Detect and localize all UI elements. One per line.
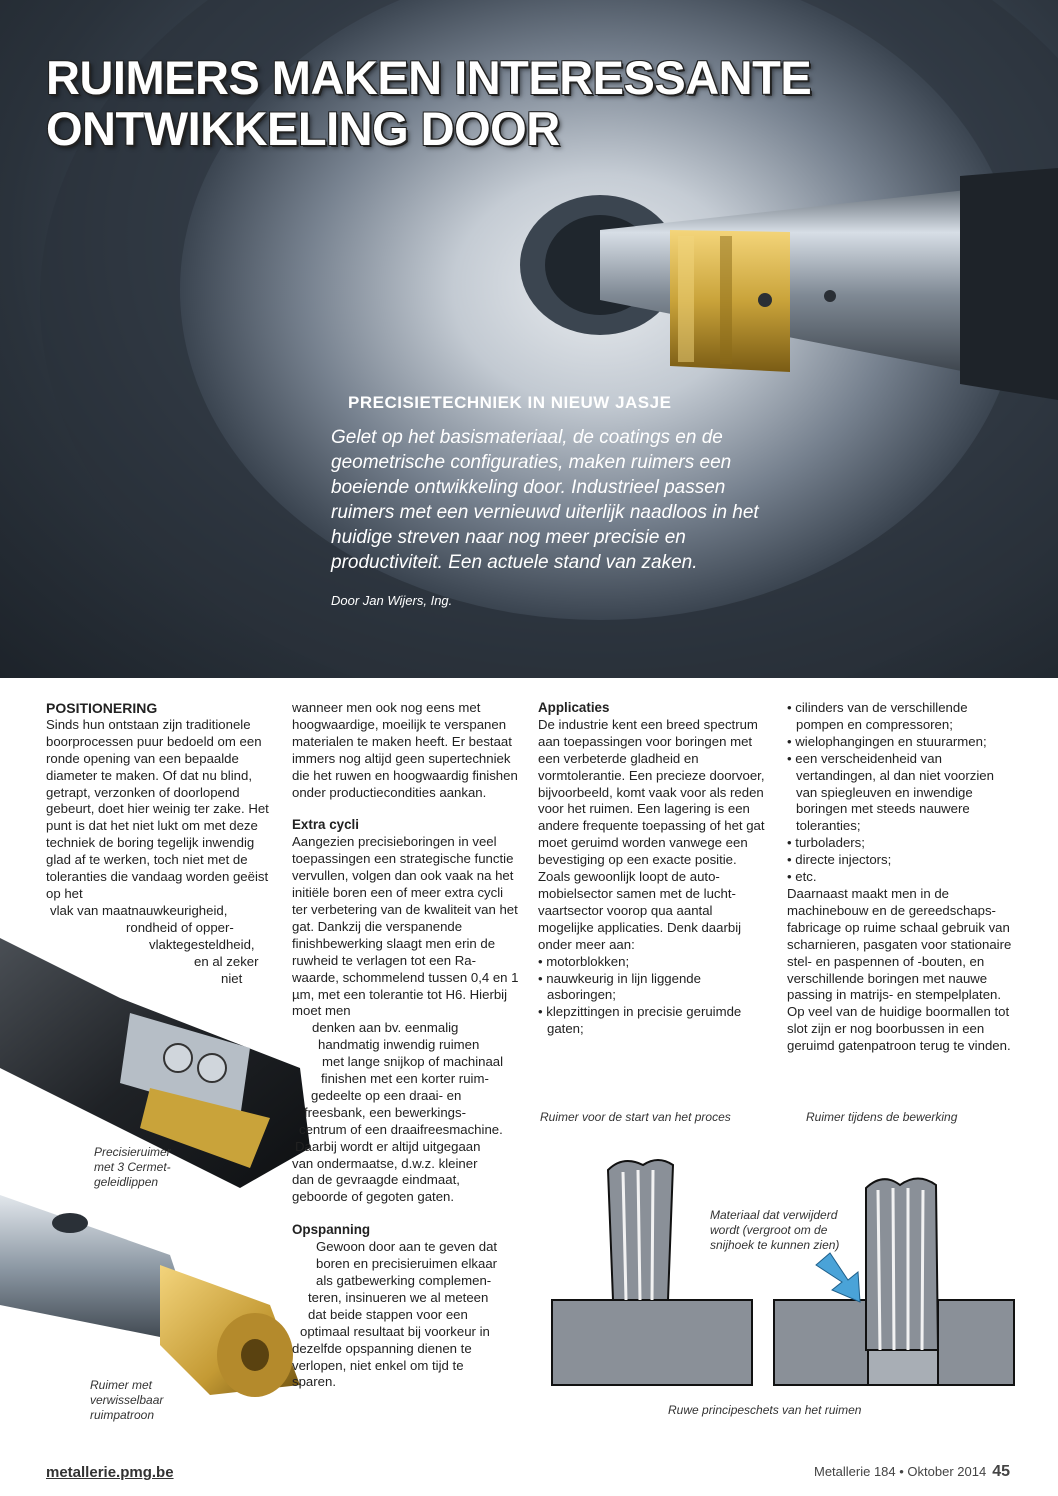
reaming-diagram <box>548 1150 1018 1400</box>
paragraph-machinebouw: Daarnaast maakt men in de machinebouw en de gereedschaps-fabricage op ruime schaal gebruik van scharnieren, pasgaten voor stationaire stel- en paspennen of -bouten, en verschillende boringen met nauwe passing in matrijs- en stempelplaten. Op veel van de huidige boormallen tot slot zijn er nog boorbussen in een geruimd gatenpatroon terug te vinden. <box>787 885 1012 1054</box>
wrap-line: Daarbij wordt er altijd uitgegaan <box>295 1138 481 1154</box>
article-intro: Gelet op het basismateriaal, de coatings en de geometrische configuraties, maken ruimers een boeiende ontwikkeling door. Industrieel passen ruimers met een vernieuwd uiterlijk naadloos in het huidige streven naar nog meer precisie en productiviteit. Een actuele stand van zaken. <box>331 427 759 573</box>
wrap-line: finishen met een korter ruim- <box>321 1071 489 1087</box>
paragraph-applicaties-1: De industrie kent een breed spectrum aan toepassingen voor boringen met een verbeterde gladheid en vormtolerantie. Een precieze doorvoer, bijvoorbeeld, komt vaak voor als reden voor het ruimen. Een lagering is een andere frequente toepassing of het gat moet geruimd worden vanwege een bevestiging op een exacte positie. <box>538 716 765 868</box>
wrap-line: en al zeker <box>194 953 259 969</box>
wrap-line: rondheid of opper- <box>126 919 234 935</box>
wrap-line: van ondermaatse, d.w.z. kleiner <box>292 1155 478 1171</box>
wrap-line: niet <box>221 970 243 986</box>
wrap-line: sparen. <box>292 1374 336 1390</box>
paragraph-applicaties-2: Zoals gewoonlijk loopt de auto-mobielsector samen met de lucht-vaartsector voorop qua aantal mogelijke applicaties. Denk daarbij onder meer aan: <box>538 869 742 952</box>
wrap-line: optimaal resultaat bij voorkeur in <box>300 1323 490 1339</box>
title-line-2: ONTWIKKELING DOOR <box>46 102 560 155</box>
list-item: • een verscheidenheid van vertandingen, al dan niet voorzien van spiegleuven en inwendige boringen met steeds nauwere toleranties; <box>787 751 1017 836</box>
caption-reamer-gold: Ruimer met verwisselbaar ruimpatroon <box>90 1378 164 1422</box>
list-item: • klepzittingen in precisie geruimde gaten; <box>538 1004 768 1038</box>
wrap-line: geboorde of gegoten gaten. <box>292 1189 455 1205</box>
site-link[interactable]: metallerie.pmg.be <box>46 1464 174 1481</box>
list-item: • wielophangingen en stuurarmen; <box>787 734 1017 751</box>
diagram-annotation: Materiaal dat verwijderd wordt (vergroot om de snijhoek te kunnen zien) <box>710 1208 840 1252</box>
wrap-line: gedeelte op een draai- en <box>311 1087 462 1103</box>
page-number: 45 <box>992 1463 1010 1480</box>
wrap-line: met lange snijkop of machinaal <box>322 1054 504 1070</box>
list-item: • motorblokken; <box>538 954 768 971</box>
paragraph-continued: wanneer men ook nog eens met hoogwaardige, moeilijk te verspanen materialen te maken heeft. Er bestaat immers nog altijd geen supertechniek die het ruwen en hoogwaardig finishen onder productiecondities aankan. <box>292 700 518 800</box>
paragraph-positionering: Sinds hun ontstaan zijn traditionele boorprocessen puur bedoeld om een ronde opening van een bepaalde diameter te maken. Of dat nu blind, getrapt, verzonken of doorlopend gebeurt, doet hier weinig ter zake. Het punt is dat het niet lukt om met deze techniek de boring tegelijk inwendig glad af te werken, toch niet met de toleranties die vandaag worden geëist op het <box>46 716 269 901</box>
application-list <box>538 954 768 1039</box>
list-item: • directe injectors; <box>787 852 1017 869</box>
page-footer <box>814 1463 1010 1481</box>
heading-extra-cycli: Extra cycli <box>292 817 359 833</box>
wrap-line: vlak van maatnauwkeurigheid, <box>50 902 228 918</box>
list-item: • nauwkeurig in lijn liggende asboringen; <box>538 971 768 1005</box>
article-subhead: PRECISIETECHNIEK IN NIEUW JASJE <box>348 393 672 412</box>
wrap-line: Gewoon door aan te geven dat <box>316 1239 498 1255</box>
column-2 <box>292 700 522 1391</box>
application-list-continued <box>787 700 1017 886</box>
wrap-line: teren, insinueren we al meteen <box>308 1289 489 1305</box>
heading-positionering: POSITIONERING <box>46 700 158 716</box>
list-item: • cilinders van de verschillende pompen en compressoren; <box>787 700 1017 734</box>
wrap-line: handmatig inwendig ruimen <box>318 1037 480 1053</box>
wrap-line: dezelfde opspanning dienen te <box>292 1340 472 1356</box>
heading-applicaties: Applicaties <box>538 700 610 715</box>
wrap-line: centrum of een draaifreesmachine. <box>299 1121 503 1137</box>
wrap-line: dan de gevraagde eindmaat, <box>292 1172 460 1188</box>
column-1 <box>46 700 271 987</box>
article-title <box>46 52 811 154</box>
wrap-line: vlaktegesteldheid, <box>149 936 255 952</box>
heading-opspanning: Opspanning <box>292 1222 371 1238</box>
caption-reamer-cermet: Precisieruimer met 3 Cermet-geleidlippen <box>94 1145 171 1189</box>
wrap-line: verlopen, niet enkel om tijd te <box>292 1357 464 1373</box>
byline: Door Jan Wijers, Ing. <box>331 593 453 608</box>
wrap-line: als gatbewerking complemen- <box>316 1273 492 1288</box>
paragraph-extra-cycli: Aangezien precisieboringen in veel toepassingen een strategische functie vervullen, volgen dan ook vaak na het initiële boren een of meer extra cycli ter verbetering van de kwaliteit van het gat. Dankzij die verspanende finishbewerking slaagt men erin de ruwheid te verlagen tot een Ra-waarde, schommelend tussen 0,4 en 1 µm, met een tolerantie tot H6. Hierbij moet men <box>292 834 519 1019</box>
caption-diagram-right: Ruimer tijdens de bewerking <box>806 1110 958 1124</box>
column-3 <box>538 700 768 1038</box>
issue-label: Metallerie 184 • Oktober 2014 <box>813 1464 987 1479</box>
wrap-line: freesbank, een bewerkings- <box>304 1104 467 1120</box>
wrap-line: boren en precisieruimen elkaar <box>316 1256 498 1272</box>
wrap-line: denken aan bv. eenmalig <box>312 1020 459 1036</box>
caption-diagram-bottom: Ruwe principeschets van het ruimen <box>668 1403 862 1417</box>
caption-diagram-left: Ruimer voor de start van het proces <box>540 1110 731 1124</box>
workpiece-left <box>552 1300 752 1385</box>
title-line-1: RUIMERS MAKEN INTERESSANTE <box>46 51 812 104</box>
list-item: • etc. <box>787 869 1017 886</box>
removal-arrow <box>816 1253 860 1302</box>
wrap-line: dat beide stappen voor een <box>308 1306 468 1322</box>
list-item: • turboladers; <box>787 835 1017 852</box>
column-4 <box>787 700 1017 1055</box>
hero-photo <box>0 0 1058 678</box>
